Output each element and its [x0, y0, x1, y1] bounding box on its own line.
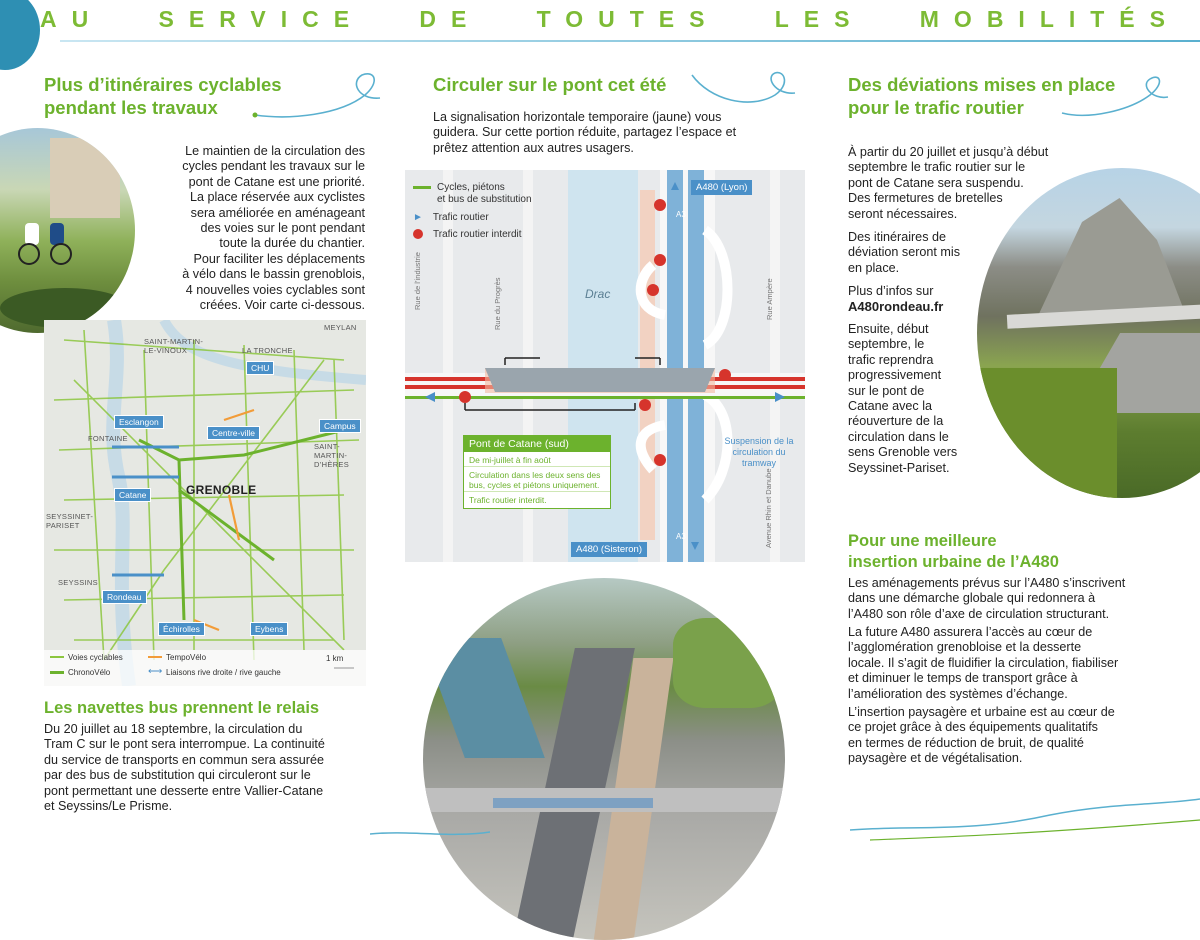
curl-decoration	[1060, 75, 1170, 125]
text-line: À partir du 20 juillet et jusqu’à début	[848, 145, 1049, 159]
double-arrow-icon: ⟷	[148, 666, 163, 677]
website-link[interactable]: A480rondeau.fr	[848, 299, 944, 315]
cycling-intro	[128, 144, 365, 313]
text-line: Des itinéraires de	[848, 230, 946, 244]
map-label-fontaine: FONTAINE	[88, 434, 128, 443]
deviations-para4	[848, 322, 978, 476]
text-line: Le maintien de la circulation des	[185, 144, 365, 158]
deviations-title-line1: Des déviations mises en place	[848, 74, 1116, 95]
a480-sisteron-label: A480 (Sisteron)	[576, 544, 643, 555]
text-line: Ensuite, début	[848, 322, 929, 336]
map-legend	[44, 650, 366, 686]
text-line: ce projet grâce à des équipements qualitatifs	[848, 720, 1098, 735]
cycling-map	[44, 320, 366, 686]
aerial-photo	[423, 578, 785, 940]
text-line: cycles pendant les travaux sur le	[182, 159, 365, 174]
text-line: et diminuer le temps de transport grâce à	[848, 671, 1078, 686]
text-line: La place réservée aux cyclistes	[190, 190, 365, 205]
text-line: trafic reprendra	[848, 352, 934, 367]
text-line: toute la durée du chantier.	[219, 236, 365, 251]
pont-line: Circulation dans les deux sens des bus, cycles et piétons uniquement.	[464, 466, 610, 491]
legend-liaisons: Liaisons rive droite / rive gauche	[166, 668, 281, 677]
pont-line: Trafic routier interdit.	[464, 491, 610, 508]
text-line: et Seyssins/Le Prisme.	[44, 799, 173, 814]
text-line: des voies sur le pont pendant	[200, 221, 365, 236]
legend-interdit	[413, 229, 522, 240]
text-line: pont de Catane est une priorité.	[188, 174, 365, 189]
a480-sisteron-sign	[571, 542, 647, 557]
text-line: locale. Il s’agit de fluidifier la circulation, fiabiliser	[848, 655, 1119, 670]
lane-marker: A3	[676, 532, 686, 541]
insertion-title	[848, 531, 1148, 573]
cyclists-photo	[0, 128, 135, 333]
corner-decoration	[0, 0, 40, 70]
text-line: sur le pont de	[848, 383, 925, 398]
map-label-grenoble: GRENOBLE	[186, 483, 257, 497]
street-label	[765, 458, 773, 548]
street-label: Rue du Progrès	[493, 277, 502, 330]
text-line: La signalisation horizontale temporaire (jaune) vous	[433, 110, 722, 124]
street-label: Rue Ampère	[765, 278, 774, 320]
map-tag-echirolles: Échirolles	[158, 622, 205, 636]
text-line: pont permettant une desserte entre Vallier-Catane	[44, 783, 324, 798]
text-line: en termes de réduction de bruit, de qualité	[848, 735, 1084, 750]
banner-word: TOUTES	[536, 6, 720, 32]
legend-voies-cyclables: Voies cyclables	[68, 653, 123, 662]
text-line: Les aménagements prévus sur l’A480 s’inscrivent	[848, 576, 1126, 590]
legend-cycles-label-2: et bus de substitution	[437, 194, 532, 205]
street-rhin-label: Avenue Rhin et Danube	[764, 468, 773, 548]
text-line: par des bus de substitution qui circuleront sur le	[44, 768, 311, 783]
text-line: La future A480 assurera l’accès au cœur de	[848, 625, 1093, 639]
banner-word: AU	[40, 6, 104, 32]
text-line: Du 20 juillet au 18 septembre, la circulation du	[44, 722, 303, 736]
pont-info-box	[463, 435, 611, 509]
map-network	[44, 320, 366, 686]
banner-word: LES	[774, 6, 865, 32]
map-tag-catane: Catane	[114, 488, 151, 502]
page-banner	[40, 6, 1180, 33]
insertion-para3	[848, 705, 1158, 767]
text-line: en place.	[848, 260, 900, 275]
insertion-para1	[848, 576, 1158, 622]
text-line: sera améliorée en aménageant	[190, 205, 365, 220]
text-line: Des fermetures de bretelles	[848, 191, 1003, 206]
map-label-seyssinet: SEYSSINET-PARISET	[46, 512, 94, 530]
map-tag-esclangon: Esclangon	[114, 415, 164, 429]
text-line: réouverture de la	[848, 414, 944, 429]
text-line: Tram C sur le pont sera interrompue. La continuité	[44, 737, 325, 752]
deviations-title-line2: pour le trafic routier	[848, 97, 1024, 118]
text-line: l’A480 son rôle d’axe de circulation structurant.	[848, 606, 1110, 621]
text-line: créées. Voir carte ci-dessous.	[199, 298, 365, 313]
map-label-seyssins: SEYSSINS	[58, 578, 98, 587]
map-label-meylan: MEYLAN	[324, 323, 357, 332]
map-tag-chu: CHU	[246, 361, 274, 375]
map-label-st-martin-le-vinoux: SAINT-MARTIN-LE-VINOUX	[144, 337, 204, 355]
a480-lyon-label: A480 (Lyon)	[696, 182, 748, 193]
deviations-para3	[848, 284, 988, 315]
banner-word: MOBILITÉS	[919, 6, 1180, 32]
cycling-title-line2: pendant les travaux	[44, 97, 218, 118]
deviations-para2	[848, 230, 988, 276]
text-line: pont de Catane sera suspendu.	[848, 175, 1024, 190]
pont-title: Pont de Catane (sud)	[464, 436, 610, 452]
map-tag-centre-ville: Centre-ville	[207, 426, 260, 440]
legend-trafic	[413, 212, 489, 223]
text-line: circulation dans le	[848, 429, 949, 444]
map-label-st-martin-d-heres: SAINT-MARTIN-D’HÈRES	[314, 442, 350, 469]
text-line: guidera. Sur cette portion réduite, partagez l’espace et	[433, 125, 737, 140]
street-label: Rue de l’industrie	[413, 252, 422, 310]
river-label: Drac	[585, 287, 611, 301]
bridge-intro	[433, 110, 781, 156]
navettes-title: Les navettes bus prennent le relais	[44, 699, 320, 717]
text-line: septembre, le	[848, 337, 925, 352]
legend-chronovelo: ChronoVélo	[68, 668, 111, 677]
lane-marker: A3	[676, 210, 686, 219]
curl-decoration	[690, 65, 800, 115]
legend-trafic-label: Trafic routier	[432, 212, 489, 223]
text-line: septembre le trafic routier sur le	[848, 160, 1026, 175]
map-tag-rondeau: Rondeau	[102, 590, 147, 604]
legend-interdit-label: Trafic routier interdit	[433, 229, 522, 240]
pont-line: De mi-juillet à fin août	[469, 455, 551, 465]
insertion-title-line1: Pour une meilleure	[848, 532, 997, 550]
bottom-wave-decoration	[370, 826, 490, 842]
insertion-para2	[848, 625, 1158, 702]
navettes-text	[44, 722, 366, 814]
insertion-title-line2: insertion urbaine de l’A480	[848, 553, 1059, 571]
text-line: Pour faciliter les déplacements	[193, 251, 365, 266]
text-line: paysagère et de végétalisation.	[848, 751, 1023, 766]
text-line: du service de transports en commun sera assurée	[44, 752, 324, 767]
map-label-la-tronche: LA TRONCHE	[242, 346, 293, 355]
text-line: Plus d’infos sur	[848, 284, 934, 298]
text-line: seront nécessaires.	[848, 206, 958, 221]
bottom-wave-decoration	[850, 795, 1200, 842]
map-scale: 1 km	[326, 654, 344, 663]
map-tag-eybens: Eybens	[250, 622, 288, 636]
blue-arrow-icon: ►	[413, 212, 423, 223]
text-line: 4 nouvelles voies cyclables sont	[185, 282, 365, 297]
banner-divider	[60, 40, 1200, 42]
suspension-note: Suspension de la circulation du tramway	[724, 436, 794, 468]
cycling-title-line1: Plus d’itinéraires cyclables	[44, 74, 282, 95]
text-line: à vélo dans le bassin grenoblois,	[182, 267, 365, 282]
map-tag-campus: Campus	[319, 419, 361, 433]
legend-cycles	[413, 182, 532, 206]
text-line: progressivement	[848, 368, 942, 383]
text-line: dans une démarche globale qui redonnera à	[848, 591, 1096, 606]
text-line: prêtez attention aux autres usagers.	[433, 140, 634, 155]
bridge-title: Circuler sur le pont cet été	[433, 74, 667, 95]
legend-tempovelo: TempoVélo	[166, 653, 207, 662]
text-line: l’agglomération grenobloise et la desserte	[848, 640, 1082, 655]
text-line: Seyssinet-Pariset.	[848, 460, 950, 475]
text-line: déviation seront mis	[848, 245, 960, 260]
banner-word: SERVICE	[158, 6, 365, 32]
text-line: sens Grenoble vers	[848, 445, 958, 460]
banner-word: DE	[419, 6, 482, 32]
a480-lyon-sign	[691, 180, 752, 195]
text-line: Catane avec la	[848, 399, 933, 414]
text-line: L’insertion paysagère et urbaine est au cœur de	[848, 705, 1115, 719]
green-line-icon	[413, 186, 431, 189]
bridge-diagram	[405, 170, 805, 562]
curl-decoration	[250, 70, 390, 125]
legend-cycles-label: Cycles, piétons	[437, 182, 505, 193]
text-line: l’amélioration des systèmes d’échange.	[848, 686, 1068, 701]
